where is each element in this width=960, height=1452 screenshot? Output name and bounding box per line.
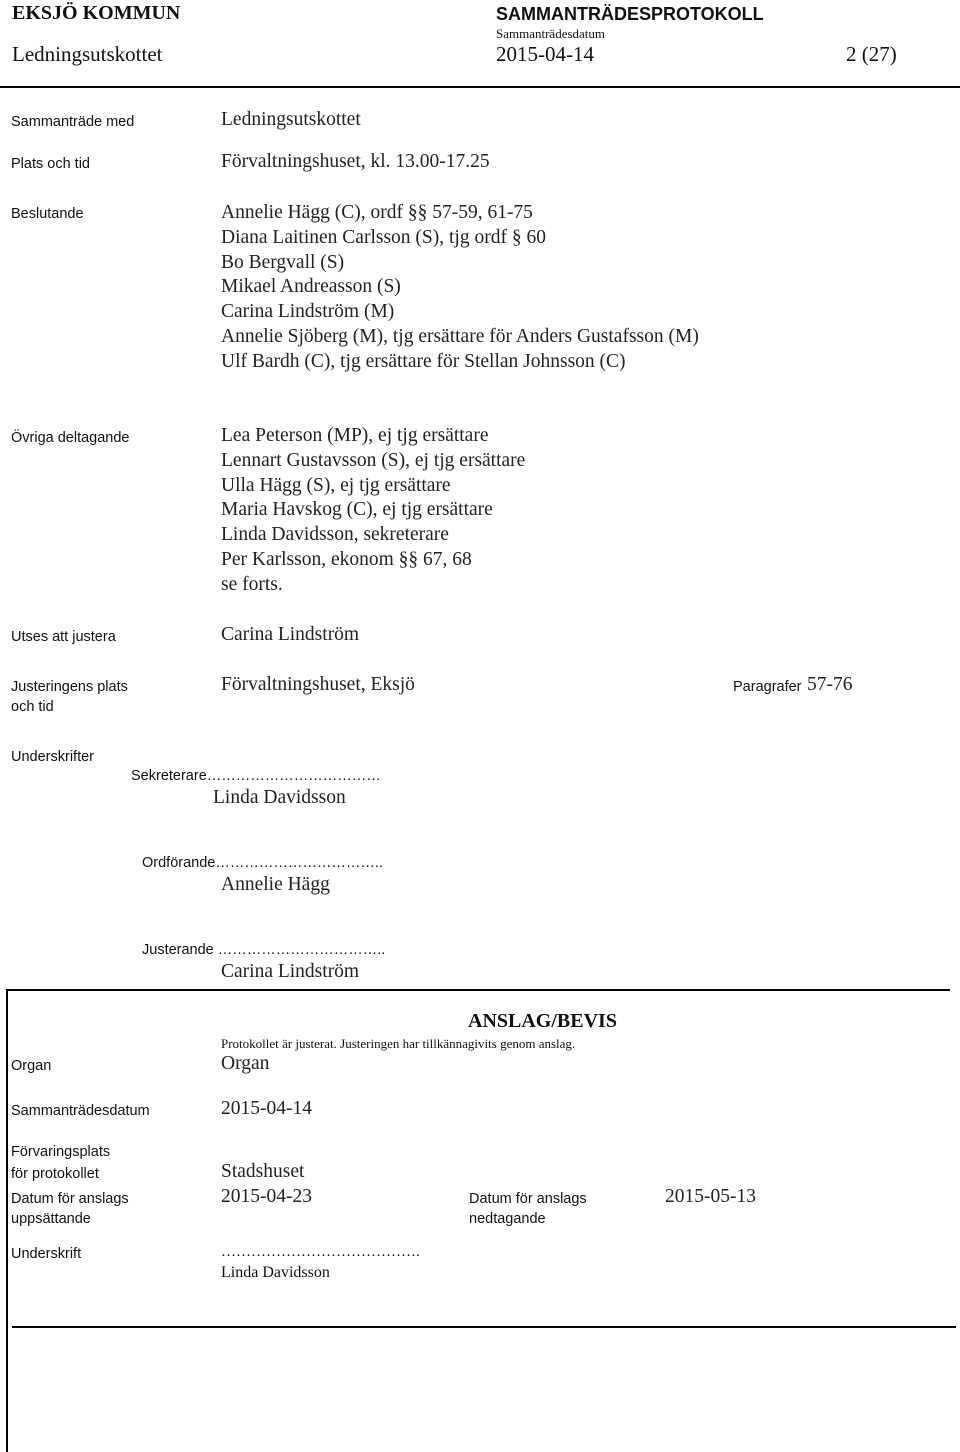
- signature-name: Linda Davidsson: [221, 1264, 330, 1281]
- removed-date-label: Datum för anslags: [469, 1191, 587, 1207]
- other-participant: Lea Peterson (MP), ej tjg ersättare: [221, 425, 489, 446]
- storage-label-2: för protokollet: [11, 1166, 99, 1182]
- notice-bottom-border: [12, 1326, 956, 1328]
- notice-statement: Protokollet är justerat. Justeringen har tillkännagivits genom anslag.: [221, 1036, 576, 1051]
- meeting-with-value: Ledningsutskottet: [221, 109, 361, 130]
- organ-label: Organ: [11, 1058, 52, 1074]
- committee-name: Ledningsutskottet: [12, 42, 163, 66]
- adjuster-signature-line: Justerande ……………………………..: [142, 942, 386, 958]
- other-participant: Linda Davidsson, sekreterare: [221, 524, 449, 546]
- deciding-member: Annelie Sjöberg (M), tjg ersättare för Anders Gustafsson (M): [221, 325, 699, 347]
- other-participant: Lennart Gustavsson (S), ej tjg ersättare: [221, 449, 526, 471]
- deciding-member: Bo Bergvall (S): [221, 251, 345, 273]
- paragraphs-label: Paragrafer: [733, 679, 802, 695]
- other-participant: se forts.: [221, 573, 283, 595]
- posted-date-label: Datum för anslags: [11, 1191, 129, 1207]
- others-members-list: [221, 424, 525, 598]
- paragraphs-value: 57-76: [807, 674, 853, 695]
- signature-label: Underskrift: [11, 1246, 82, 1262]
- meeting-date-value: 2015-04-14: [221, 1098, 312, 1119]
- appointed-adjuster-label: Utses att justera: [11, 629, 116, 645]
- chair-name: Annelie Hägg: [221, 874, 330, 895]
- other-participant: Ulla Hägg (S), ej tjg ersättare: [221, 474, 451, 496]
- header-divider: [0, 86, 960, 88]
- org-name: EKSJÖ KOMMUN: [12, 2, 181, 24]
- other-participant: Per Karlsson, ekonom §§ 67, 68: [221, 548, 472, 570]
- deciding-member: Carina Lindström (M): [221, 301, 395, 323]
- deciding-member: Annelie Hägg (C), ordf §§ 57-59, 61-75: [221, 202, 533, 223]
- meeting-date-label: Sammanträdesdatum: [11, 1103, 150, 1119]
- document-type: SAMMANTRÄDESPROTOKOLL: [496, 4, 764, 24]
- deciding-members-list: [221, 201, 699, 375]
- notice-title: ANSLAG/BEVIS: [468, 1010, 617, 1032]
- notice-top-border: [6, 989, 950, 991]
- adjust-place-value: Förvaltningshuset, Eksjö: [221, 674, 415, 695]
- deciding-member: Diana Laitinen Carlsson (S), tjg ordf § 60: [221, 226, 546, 248]
- signatures-label: Underskrifter: [11, 749, 94, 765]
- adjuster-name: Carina Lindström: [221, 961, 360, 982]
- removed-date-value: 2015-05-13: [665, 1186, 756, 1207]
- posted-date-value: 2015-04-23: [221, 1186, 312, 1207]
- storage-label: Förvaringsplats: [11, 1144, 111, 1160]
- adjust-place-label: Justeringens plats: [11, 679, 128, 695]
- organ-value: Organ: [221, 1053, 270, 1074]
- meeting-with-label: Sammanträde med: [11, 114, 135, 130]
- place-time-value: Förvaltningshuset, kl. 13.00-17.25: [221, 151, 490, 172]
- appointed-adjuster-value: Carina Lindström: [221, 624, 360, 645]
- deciding-label: Beslutande: [11, 206, 84, 222]
- page-number: 2 (27): [846, 42, 897, 66]
- notice-left-border: [6, 989, 8, 1452]
- adjust-place-label-2: och tid: [11, 699, 54, 715]
- other-participant: Maria Havskog (C), ej tjg ersättare: [221, 499, 493, 521]
- secretary-signature-line: Sekreterare………………………………: [131, 768, 381, 784]
- header-date: 2015-04-14: [496, 42, 594, 66]
- place-time-label: Plats och tid: [11, 156, 90, 172]
- others-label: Övriga deltagande: [11, 430, 130, 446]
- signature-line: ………………………………….: [221, 1244, 420, 1260]
- date-caption: Sammanträdesdatum: [496, 26, 606, 41]
- chair-signature-line: Ordförande……………………………..: [142, 855, 383, 871]
- secretary-name: Linda Davidsson: [213, 787, 346, 808]
- removed-date-label-2: nedtagande: [469, 1211, 546, 1227]
- deciding-member: Ulf Bardh (C), tjg ersättare för Stellan Johnsson (C): [221, 350, 626, 372]
- deciding-member: Mikael Andreasson (S): [221, 276, 401, 298]
- posted-date-label-2: uppsättande: [11, 1211, 91, 1227]
- storage-value: Stadshuset: [221, 1161, 305, 1182]
